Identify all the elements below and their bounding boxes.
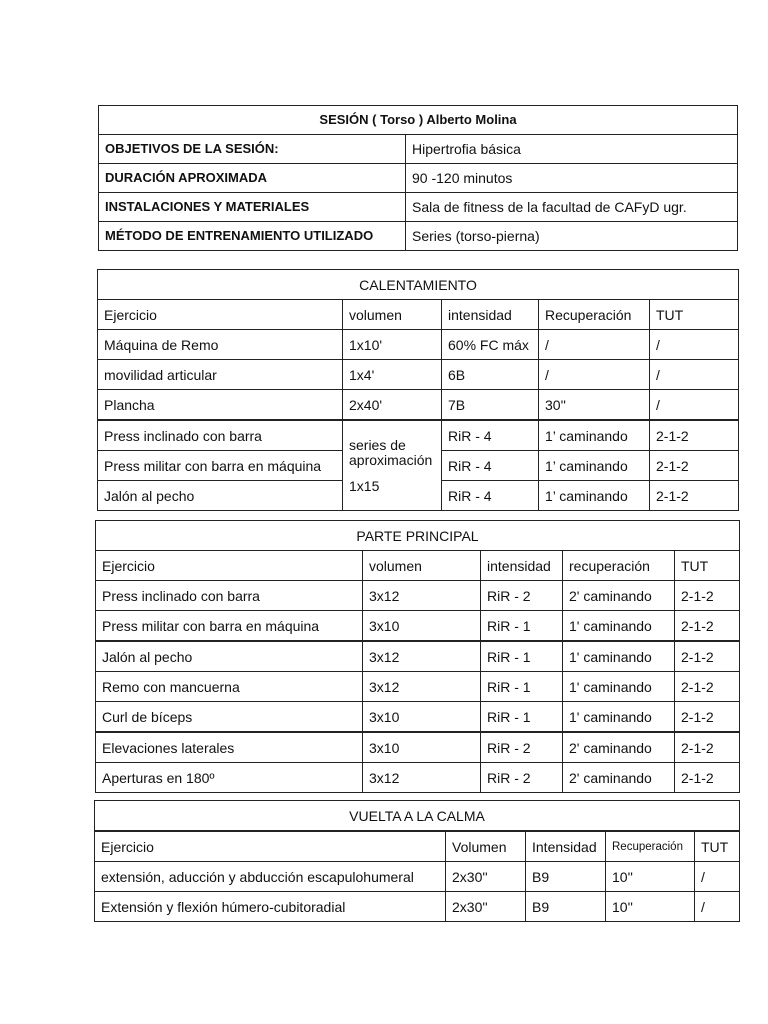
volume-cell: 3x10: [363, 702, 481, 733]
recovery-cell: /: [539, 360, 650, 390]
exercise-cell: Press militar con barra en máquina: [98, 451, 343, 481]
table-row: [96, 702, 740, 733]
column-header: volumen: [343, 300, 442, 330]
volume-cell: 2x30'': [446, 892, 526, 922]
volume-cell: 3x10: [363, 732, 481, 763]
session-label: MÉTODO DE ENTRENAMIENTO UTILIZADO: [99, 222, 406, 251]
table-row: [98, 360, 739, 390]
warmup-header-row: [98, 300, 739, 330]
cooldown-header-row: [95, 831, 740, 862]
cooldown-title: VUELTA A LA CALMA: [95, 801, 740, 832]
session-value: Series (torso-pierna): [406, 222, 738, 251]
table-row: [98, 330, 739, 360]
volume-cell: 1x4': [343, 360, 442, 390]
table-row: [96, 611, 740, 642]
column-header: Volumen: [446, 831, 526, 862]
tut-cell: 2-1-2: [650, 481, 739, 511]
tut-cell: /: [650, 390, 739, 421]
main-part-table: [95, 520, 740, 793]
intensity-cell: RiR - 4: [442, 481, 539, 511]
table-row: [96, 581, 740, 611]
session-row: [99, 135, 738, 164]
column-header: intensidad: [481, 551, 563, 581]
recovery-cell: 2' caminando: [563, 581, 675, 611]
column-header: TUT: [675, 551, 740, 581]
intensity-cell: RiR - 4: [442, 451, 539, 481]
column-header: TUT: [695, 831, 740, 862]
intensity-cell: B9: [526, 892, 606, 922]
tut-cell: 2-1-2: [675, 672, 740, 702]
recovery-cell: 1' caminando: [563, 641, 675, 672]
tut-cell: 2-1-2: [650, 451, 739, 481]
session-title-row: [99, 106, 738, 135]
recovery-cell: 2' caminando: [563, 732, 675, 763]
session-row: [99, 222, 738, 251]
intensity-cell: RiR - 4: [442, 420, 539, 451]
exercise-cell: Máquina de Remo: [98, 330, 343, 360]
table-row: [98, 420, 739, 451]
table-row: [98, 390, 739, 421]
volume-cell: 3x12: [363, 581, 481, 611]
intensity-cell: RiR - 1: [481, 641, 563, 672]
tut-cell: 2-1-2: [675, 732, 740, 763]
recovery-cell: 1' caminando: [563, 672, 675, 702]
table-row: [96, 672, 740, 702]
exercise-cell: movilidad articular: [98, 360, 343, 390]
intensity-cell: RiR - 1: [481, 702, 563, 733]
tut-cell: /: [695, 892, 740, 922]
session-label: INSTALACIONES Y MATERIALES: [99, 193, 406, 222]
volume-cell: 3x12: [363, 763, 481, 793]
column-header: Recuperación: [539, 300, 650, 330]
intensity-cell: B9: [526, 862, 606, 892]
exercise-cell: Curl de bíceps: [96, 702, 363, 733]
intensity-cell: RiR - 2: [481, 581, 563, 611]
table-row: [95, 892, 740, 922]
tut-cell: /: [695, 862, 740, 892]
exercise-cell: Press inclinado con barra: [98, 420, 343, 451]
column-header: volumen: [363, 551, 481, 581]
main-header-row: [96, 551, 740, 581]
tut-cell: 2-1-2: [675, 702, 740, 733]
tut-cell: 2-1-2: [675, 763, 740, 793]
intensity-cell: 6B: [442, 360, 539, 390]
intensity-cell: 7B: [442, 390, 539, 421]
exercise-cell: Jalón al pecho: [98, 481, 343, 511]
volume-cell: 3x12: [363, 641, 481, 672]
session-title: SESIÓN ( Torso ) Alberto Molina: [99, 106, 738, 135]
session-label: DURACIÓN APROXIMADA: [99, 164, 406, 193]
tut-cell: /: [650, 360, 739, 390]
exercise-cell: extensión, aducción y abducción escapulohumeral: [95, 862, 446, 892]
column-header: Recuperación: [606, 831, 695, 862]
tut-cell: 2-1-2: [675, 641, 740, 672]
column-header: Ejercicio: [96, 551, 363, 581]
intensity-cell: 60% FC máx: [442, 330, 539, 360]
tut-cell: /: [650, 330, 739, 360]
main-title-row: [96, 521, 740, 551]
recovery-cell: 1' caminando: [563, 611, 675, 642]
tut-cell: 2-1-2: [675, 611, 740, 642]
volume-cell: 3x12: [363, 672, 481, 702]
table-row: [96, 641, 740, 672]
approach-volume-line: aproximación: [349, 451, 433, 468]
tut-cell: 2-1-2: [650, 420, 739, 451]
column-header: Ejercicio: [95, 831, 446, 862]
warmup-title: CALENTAMIENTO: [98, 270, 739, 300]
cooldown-title-row: [95, 801, 740, 832]
column-header: TUT: [650, 300, 739, 330]
intensity-cell: RiR - 1: [481, 611, 563, 642]
session-value: Hipertrofia básica: [406, 135, 738, 164]
intensity-cell: RiR - 2: [481, 732, 563, 763]
intensity-cell: RiR - 2: [481, 763, 563, 793]
recovery-cell: 1' caminando: [563, 702, 675, 733]
volume-cell: 2x30'': [446, 862, 526, 892]
exercise-cell: Plancha: [98, 390, 343, 421]
exercise-cell: Press militar con barra en máquina: [96, 611, 363, 642]
cooldown-table: [94, 800, 740, 922]
session-info-table: [98, 105, 738, 251]
recovery-cell: 30'': [539, 390, 650, 421]
approach-volume-line: 1x15: [349, 477, 380, 494]
session-label: OBJETIVOS DE LA SESIÓN:: [99, 135, 406, 164]
column-header: intensidad: [442, 300, 539, 330]
exercise-cell: Aperturas en 180º: [96, 763, 363, 793]
main-title: PARTE PRINCIPAL: [96, 521, 740, 551]
recovery-cell: 1’ caminando: [539, 481, 650, 511]
approach-volume-line: series de: [349, 436, 406, 453]
exercise-cell: Elevaciones laterales: [96, 732, 363, 763]
volume-cell: 2x40': [343, 390, 442, 421]
recovery-cell: /: [539, 330, 650, 360]
approach-volume-cell: [343, 420, 442, 511]
volume-cell: 3x10: [363, 611, 481, 642]
recovery-cell: 10'': [606, 862, 695, 892]
warmup-title-row: [98, 270, 739, 300]
table-row: [96, 763, 740, 793]
session-value: Sala de fitness de la facultad de CAFyD ugr.: [406, 193, 738, 222]
intensity-cell: RiR - 1: [481, 672, 563, 702]
table-row: [96, 732, 740, 763]
column-header: Ejercicio: [98, 300, 343, 330]
column-header: recuperación: [563, 551, 675, 581]
warmup-table: [97, 269, 739, 511]
recovery-cell: 1’ caminando: [539, 420, 650, 451]
recovery-cell: 2' caminando: [563, 763, 675, 793]
column-header: Intensidad: [526, 831, 606, 862]
session-value: 90 -120 minutos: [406, 164, 738, 193]
table-row: [95, 862, 740, 892]
exercise-cell: Jalón al pecho: [96, 641, 363, 672]
session-row: [99, 193, 738, 222]
session-row: [99, 164, 738, 193]
exercise-cell: Remo con mancuerna: [96, 672, 363, 702]
recovery-cell: 1’ caminando: [539, 451, 650, 481]
exercise-cell: Extensión y flexión húmero-cubitoradial: [95, 892, 446, 922]
recovery-cell: 10'': [606, 892, 695, 922]
tut-cell: 2-1-2: [675, 581, 740, 611]
volume-cell: 1x10': [343, 330, 442, 360]
exercise-cell: Press inclinado con barra: [96, 581, 363, 611]
